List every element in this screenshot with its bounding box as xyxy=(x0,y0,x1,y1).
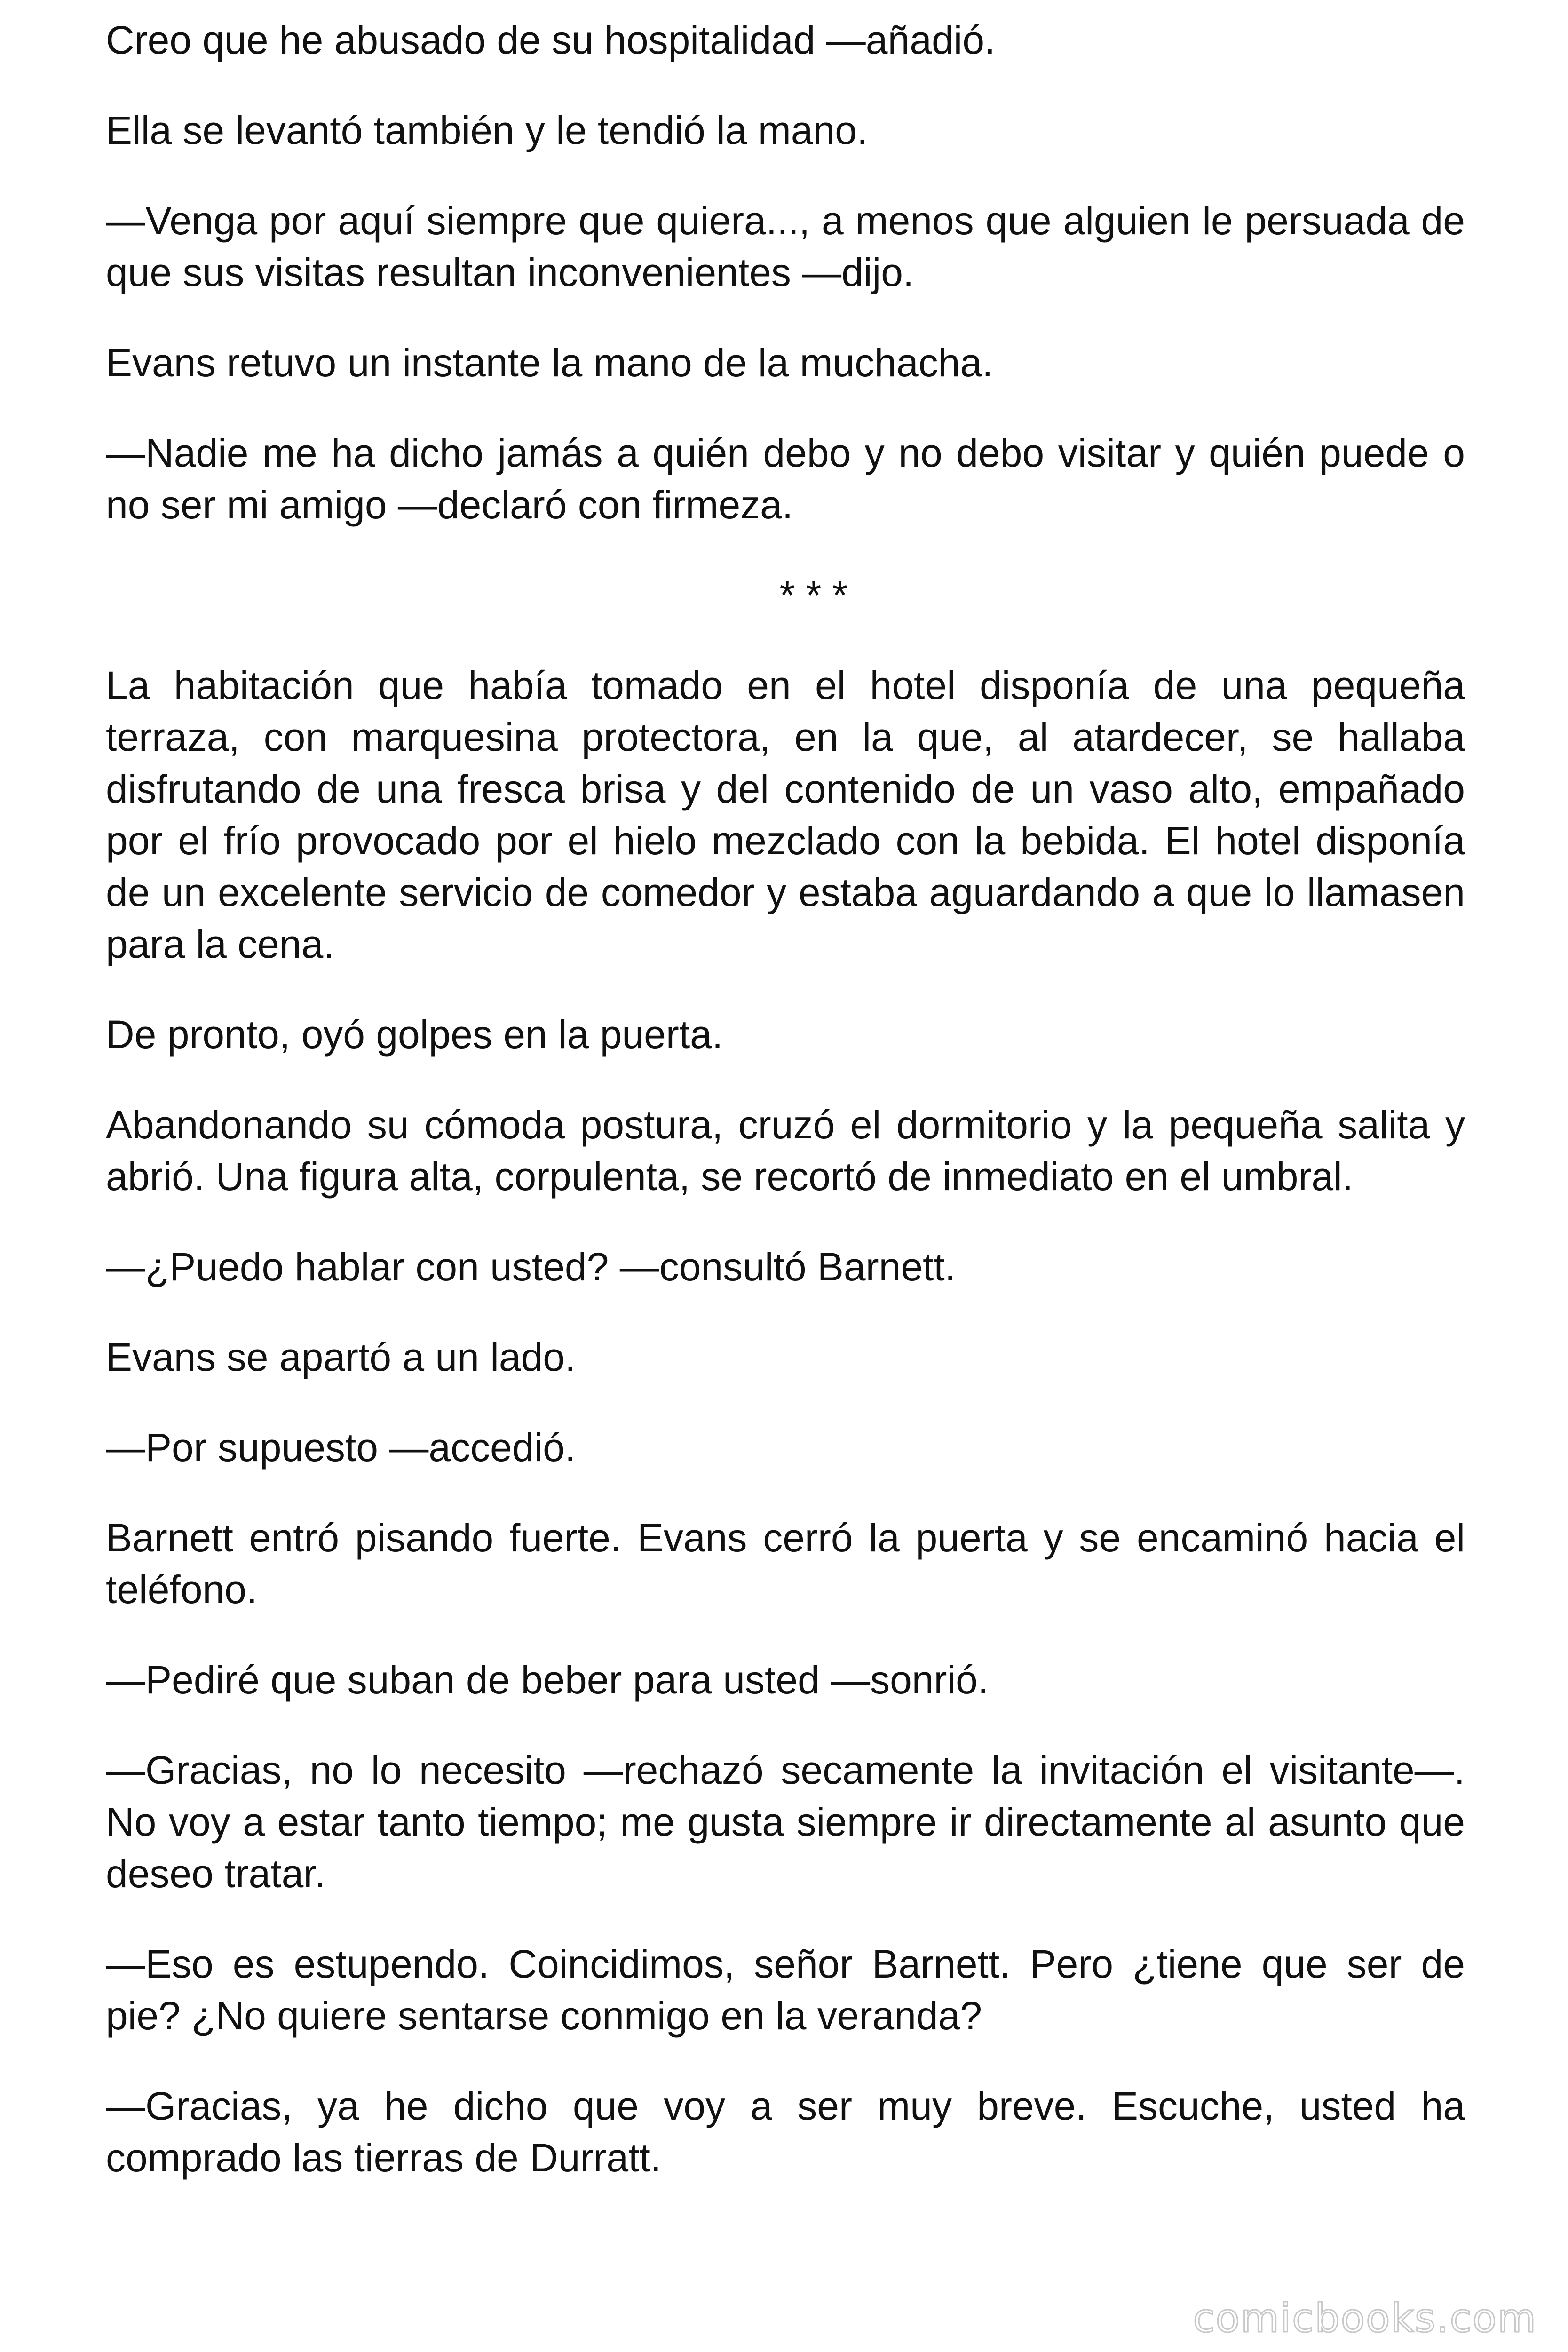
paragraph: Barnett entró pisando fuerte. Evans cerró la puerta y se encaminó hacia el teléfono. xyxy=(106,1516,1465,1612)
paragraph: Ella se levantó también y le tendió la mano. xyxy=(106,108,868,152)
book-page xyxy=(106,14,1465,2222)
paragraph: De pronto, oyó golpes en la puerta. xyxy=(106,1012,723,1057)
paragraph: —Por supuesto —accedió. xyxy=(106,1425,576,1470)
paragraph: Abandonando su cómoda postura, cruzó el dormitorio y la pequeña salita y abrió. Una figura alta, corpulenta, se recortó de inmediato en el umbral. xyxy=(106,1103,1465,1199)
paragraph: —¿Puedo hablar con usted? —consultó Barnett. xyxy=(106,1245,956,1289)
paragraph: —Venga por aquí siempre que quiera..., a menos que alguien le persuada de que sus visitas resultan inconvenientes —dijo. xyxy=(106,199,1465,294)
paragraph: —Gracias, ya he dicho que voy a ser muy breve. Escuche, usted ha comprado las tierras de Durratt. xyxy=(106,2084,1465,2180)
paragraph: Evans se apartó a un lado. xyxy=(106,1335,576,1379)
section-separator: * * * xyxy=(779,573,848,617)
paragraph: —Pediré que suban de beber para usted —sonrió. xyxy=(106,1658,989,1702)
paragraph: —Eso es estupendo. Coincidimos, señor Barnett. Pero ¿tiene que ser de pie? ¿No quiere sentarse conmigo en la veranda? xyxy=(106,1942,1465,2038)
paragraph: Evans retuvo un instante la mano de la muchacha. xyxy=(106,341,993,385)
paragraph: —Nadie me ha dicho jamás a quién debo y no debo visitar y quién puede o no ser mi amigo —declaró con firmeza. xyxy=(106,431,1465,527)
paragraph: La habitación que había tomado en el hotel disponía de una pequeña terraza, con marquesina protectora, en la que, al atardecer, se hallaba disfrutando de una fresca brisa y del contenido de un vaso alto, empañado por el frío provocado por el hielo mezclado con la bebida. El hotel disponía de un excelente servicio de comedor y estaba aguardando a que lo llamasen para la cena. xyxy=(106,663,1465,966)
watermark-logo: comicbooks.com xyxy=(1193,2295,1537,2341)
paragraph: Creo que he abusado de su hospitalidad —añadió. xyxy=(106,18,996,62)
paragraph: —Gracias, no lo necesito —rechazó secamente la invitación el visitante—. No voy a estar tanto tiempo; me gusta siempre ir directamente al asunto que deseo tratar. xyxy=(106,1748,1465,1896)
